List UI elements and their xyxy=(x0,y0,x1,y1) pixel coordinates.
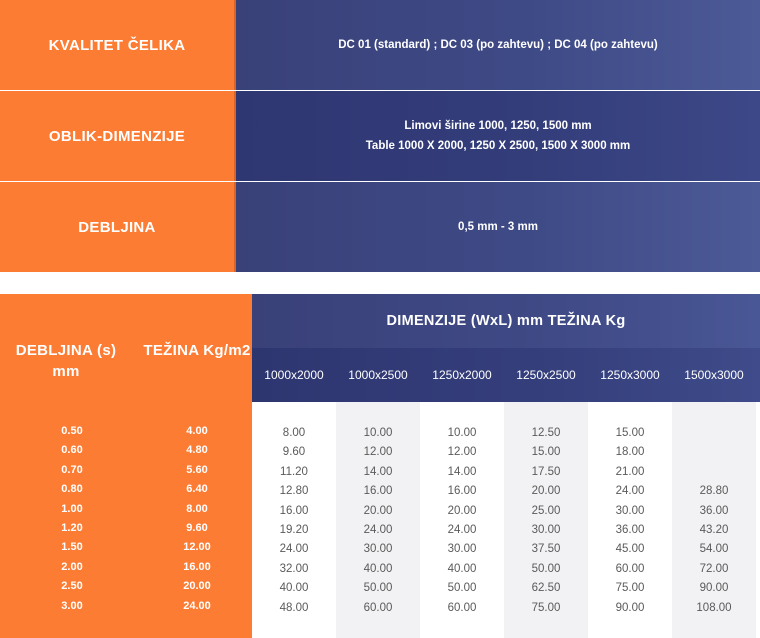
thickness-cell: 0.80 xyxy=(61,483,83,496)
weight-value-cell: 30.00 xyxy=(363,543,393,556)
weight-table xyxy=(0,294,760,638)
spec-label: DEBLJINA xyxy=(0,182,236,272)
weight-value-cell: 20.00 xyxy=(447,504,477,517)
weight-value-cell: 50.00 xyxy=(447,582,477,595)
weight-value-cell: 48.00 xyxy=(279,601,309,614)
weight-value-cell: 36.00 xyxy=(699,504,729,517)
weight-value-cell: 30.00 xyxy=(615,504,645,517)
weight-value-cell: 43.20 xyxy=(699,524,729,536)
weight-value-cell: 60.00 xyxy=(615,562,645,575)
spec-value xyxy=(236,182,760,272)
weight-value-cell: 30.00 xyxy=(531,524,561,536)
weight-value-cell: 54.00 xyxy=(699,543,729,556)
weight-value-cell: 60.00 xyxy=(447,601,477,614)
weight-value-cell: 11.20 xyxy=(280,465,308,478)
weight-value-cell: 12.80 xyxy=(279,485,309,498)
weight-value-cell: 60.00 xyxy=(363,601,393,614)
weight-value-cell: 45.00 xyxy=(615,543,645,556)
weight-value-cell: 75.00 xyxy=(615,582,645,595)
weight-value-cell: 16.00 xyxy=(363,485,393,498)
thickness-cell: 0.50 xyxy=(61,425,83,437)
thickness-cell: 0.60 xyxy=(61,444,83,457)
weight-value-cell: 72.00 xyxy=(699,562,729,575)
weight-value-cell: 108.00 xyxy=(696,601,732,614)
weight-cell: 5.60 xyxy=(186,463,208,476)
spec-value xyxy=(236,0,760,90)
weight-cell: 20.00 xyxy=(183,580,211,593)
spec-value-line: DC 01 (standard) ; DC 03 (po zahtevu) ; DC 04 (po zahtevu) xyxy=(338,39,658,51)
weight-value-cell: 24.00 xyxy=(615,485,645,498)
weight-value-cell: 50.00 xyxy=(531,562,561,575)
weight-cell: 9.60 xyxy=(186,522,208,534)
weight-value-cell: 18.00 xyxy=(615,446,645,459)
spec-value xyxy=(236,91,760,181)
weight-value-cell: 90.00 xyxy=(615,601,645,614)
dimension-header: 1250x2500 xyxy=(516,368,576,382)
weight-value-cell: 25.00 xyxy=(531,504,561,517)
weight-value-cell: 24.00 xyxy=(279,543,309,556)
weight-value-cell: 15.00 xyxy=(615,427,645,439)
spec-label: OBLIK-DIMENZIJE xyxy=(0,91,236,181)
weight-value-cell: 19.20 xyxy=(279,524,309,536)
weight-value-cell: 75.00 xyxy=(531,601,561,614)
thickness-cell: 2.50 xyxy=(61,580,83,593)
spec-value-line: 0,5 mm - 3 mm xyxy=(458,221,538,233)
thickness-cell: 1.00 xyxy=(61,502,83,515)
weight-value-cell: 62.50 xyxy=(531,582,561,595)
spec-table xyxy=(0,0,760,272)
weight-value-cell: 24.00 xyxy=(447,524,477,536)
weight-cell: 4.80 xyxy=(186,444,208,457)
dimension-header: 1250x2000 xyxy=(432,368,492,382)
weight-value-cell: 12.00 xyxy=(363,446,393,459)
thickness-cell: 0.70 xyxy=(61,463,83,476)
weight-cell: 16.00 xyxy=(183,560,211,573)
thickness-cell: 1.50 xyxy=(61,541,83,554)
weight-cell: 12.00 xyxy=(183,541,211,554)
weight-cell: 24.00 xyxy=(183,599,211,612)
weight-value-cell: 20.00 xyxy=(531,485,561,498)
weight-value-cell: 28.80 xyxy=(699,485,729,498)
spec-row-shape xyxy=(0,91,760,181)
weight-cell: 8.00 xyxy=(186,502,208,515)
weight-value-cell: 21.00 xyxy=(615,465,645,478)
weight-value-cell: 90.00 xyxy=(699,582,729,595)
weight-value-cell: 9.60 xyxy=(282,446,306,459)
thickness-cell: 3.00 xyxy=(61,599,83,612)
weight-value-cell: 40.00 xyxy=(279,582,309,595)
weight-value-cell: 12.00 xyxy=(447,446,477,459)
weight-value-cell: 30.00 xyxy=(447,543,477,556)
dimension-header: 1000x2000 xyxy=(264,368,324,382)
dimension-header: 1500x3000 xyxy=(684,368,744,382)
weight-value-cell: 16.00 xyxy=(279,504,309,517)
weight-cell: 4.00 xyxy=(186,425,208,437)
weight-value-cell: 17.50 xyxy=(531,465,561,478)
weight-header: TEŽINA Kg/m2 xyxy=(143,342,251,359)
weight-value-cell: 8.00 xyxy=(282,427,306,439)
thickness-header: DEBLJINA (s) mm xyxy=(15,342,117,380)
weight-value-cell: 24.00 xyxy=(363,524,393,536)
weight-value-cell: 37.50 xyxy=(531,543,561,556)
weight-value-cell: 36.00 xyxy=(615,524,645,536)
dimension-header: 1000x2500 xyxy=(348,368,408,382)
spec-value-line: Limovi širine 1000, 1250, 1500 mm xyxy=(404,120,592,132)
weight-value-cell: 14.00 xyxy=(447,465,477,478)
thickness-cell: 2.00 xyxy=(61,560,83,573)
thickness-cell: 1.20 xyxy=(61,522,83,534)
dimensions-title: DIMENZIJE (WxL) mm TEŽINA Kg xyxy=(252,294,760,348)
spec-label: KVALITET ČELIKA xyxy=(0,0,236,90)
weight-value-cell: 40.00 xyxy=(447,562,477,575)
dimension-header: 1250x3000 xyxy=(600,368,660,382)
weight-cell: 6.40 xyxy=(186,483,208,496)
weight-value-cell: 40.00 xyxy=(363,562,393,575)
weight-value-cell: 14.00 xyxy=(363,465,393,478)
weight-value-cell: 15.00 xyxy=(531,446,561,459)
weight-value-cell: 10.00 xyxy=(447,427,477,439)
spec-value-line: Table 1000 X 2000, 1250 X 2500, 1500 X 3000 mm xyxy=(365,140,631,152)
weight-value-cell: 16.00 xyxy=(447,485,477,498)
weight-value-cell: 10.00 xyxy=(363,427,393,439)
weight-value-cell: 50.00 xyxy=(363,582,393,595)
weight-value-cell: 12.50 xyxy=(531,427,561,439)
spec-row-quality xyxy=(0,0,760,90)
weight-value-cell: 20.00 xyxy=(363,504,393,517)
spec-row-thickness xyxy=(0,182,760,272)
weight-value-cell: 32.00 xyxy=(279,562,309,575)
